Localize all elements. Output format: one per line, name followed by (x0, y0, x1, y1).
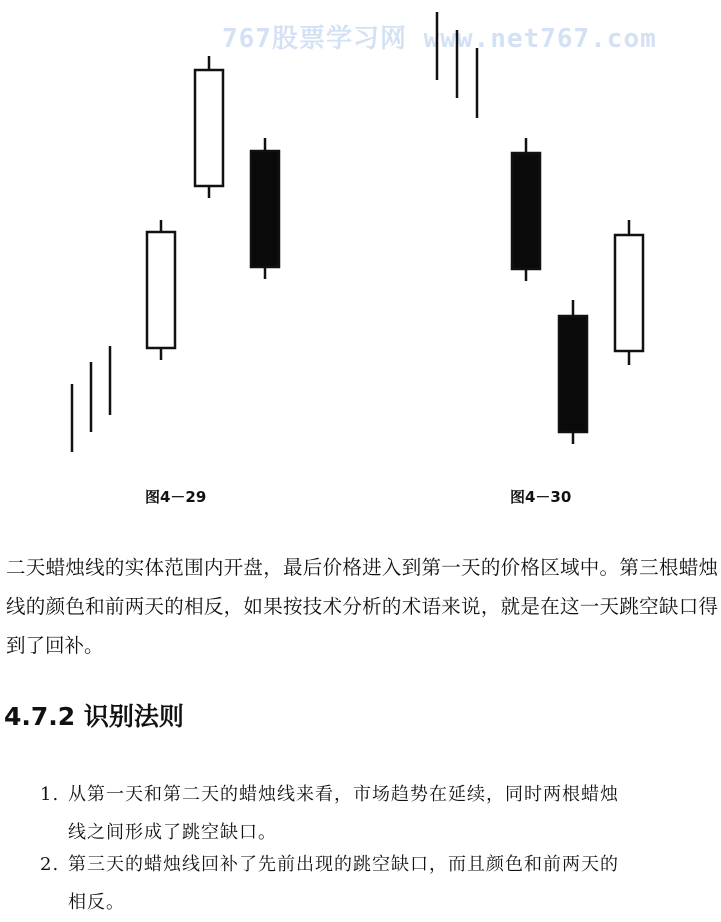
figure-4-30-chart (512, 138, 643, 444)
candle-body-bearish (251, 151, 279, 267)
figure-caption-4-29: 图4－29 (145, 488, 207, 506)
rule-text: 第三天的蜡烛线回补了先前出现的跳空缺口，而且颜色和前两天的 (68, 854, 619, 875)
candlestick (195, 56, 223, 198)
candlestick (251, 138, 279, 279)
rule-text: 从第一天和第二天的蜡烛线来看，市场趋势在延续，同时两根蜡烛 (68, 784, 619, 805)
rule-number: 1. (40, 784, 60, 805)
candle-body-bullish (147, 232, 175, 348)
figure-caption-4-30: 图4－30 (510, 488, 572, 506)
candle-body-bearish (512, 153, 540, 269)
candlestick (512, 138, 540, 281)
candlestick (147, 220, 175, 360)
figure-4-29-chart (147, 56, 279, 360)
candlestick (615, 220, 643, 365)
candle-body-bearish (559, 316, 587, 432)
section-heading (4, 697, 184, 733)
candlestick (559, 300, 587, 444)
section-title: 识别法则 (83, 702, 184, 731)
rule-text-continued: 线之间形成了跳空缺口。 (68, 822, 277, 843)
body-paragraph: 二天蜡烛线的实体范围内开盘，最后价格进入到第一天的价格区域中。第三根蜡烛线的颜色和前两天的相反，如果按技术分析的术语来说，就是在这一天跳空缺口得到了回补。 (6, 556, 718, 657)
candle-body-bullish (195, 70, 223, 186)
rule-item-1 (40, 776, 715, 852)
rule-text-continued: 相反。 (68, 892, 125, 913)
rule-number: 2. (40, 854, 60, 875)
rule-item-2 (40, 846, 715, 922)
section-number: 4.7.2 (4, 702, 76, 731)
watermark: 767股票学习网 www.net767.com (222, 24, 657, 54)
candle-body-bullish (615, 235, 643, 351)
